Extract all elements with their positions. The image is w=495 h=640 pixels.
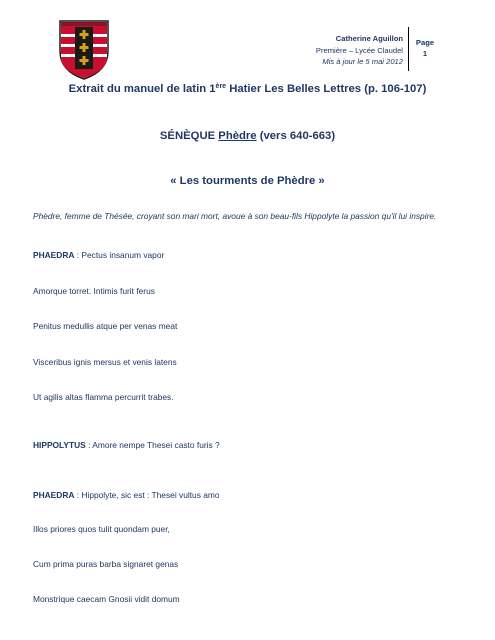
verse-text: Pectus insanum vapor [81,250,165,260]
author-name: Catherine Aguillon [335,34,403,43]
verse-text: Illos priores quos tulit quondam puer, [33,524,170,534]
header-info [223,33,403,68]
speaker-name: PHAEDRA [33,490,75,500]
verse-text: Ut agilis altas flamma percurrit trabes. [33,392,174,402]
verse-line [33,559,178,569]
title-main: Extrait du manuel de latin 1 [68,83,216,95]
verse-line [33,524,170,534]
title-rest: Hatier Les Belles Lettres (p. 106-107) [226,83,427,95]
verse-text: Amore nempe Thesei casto furis ? [92,440,220,450]
verse-text: Cum prima puras barba signaret genas [33,559,179,569]
work-verses: (vers 640-663) [256,130,336,142]
page-label: Page [415,38,435,47]
speaker-separator: : [74,250,82,260]
verse-line [33,286,155,296]
verse-text: Amorque torret. Intimis furit ferus [33,286,155,296]
work-name: Phèdre [218,130,257,142]
speaker-separator: : [85,440,93,450]
verse-line [33,250,164,260]
work-author: SÉNÈQUE [159,130,219,142]
coat-of-arms-icon [58,19,110,81]
verse-text: Penitus medullis atque per venas meat [33,321,178,331]
verse-line [33,321,177,331]
speaker-name: PHAEDRA [33,250,75,260]
title-superscript: ère [215,83,227,90]
speaker-separator: : [74,490,82,500]
header-divider [408,27,409,71]
page-indicator [412,37,438,59]
class-name: Première – Lycée Claudel [315,45,403,55]
verse-line [33,490,220,500]
intro-text: Phèdre, femme de Thésée, croyant son mari mort, avoue à son beau-fils Hippolyte la passion qu'il lui inspire. [33,211,437,221]
page-number: 1 [422,49,428,58]
speaker-name: HIPPOLYTUS [33,440,86,450]
verse-text: Hippolyte, sic est : Thesei vultus amo [81,490,220,500]
verse-line [33,440,220,450]
verse-line [33,392,174,402]
verse-text: Monstrique caecam Gnosii vidit domum [33,594,180,604]
verse-line [33,357,177,367]
passage-title: « Les tourments de Phèdre » [170,175,325,187]
verse-text: Visceribus ignis mersus et venis latens [33,357,177,367]
update-date: Mis à jour le 5 mai 2012 [322,57,403,66]
verse-line [33,594,180,604]
document-title [0,83,495,95]
work-title [0,130,495,142]
